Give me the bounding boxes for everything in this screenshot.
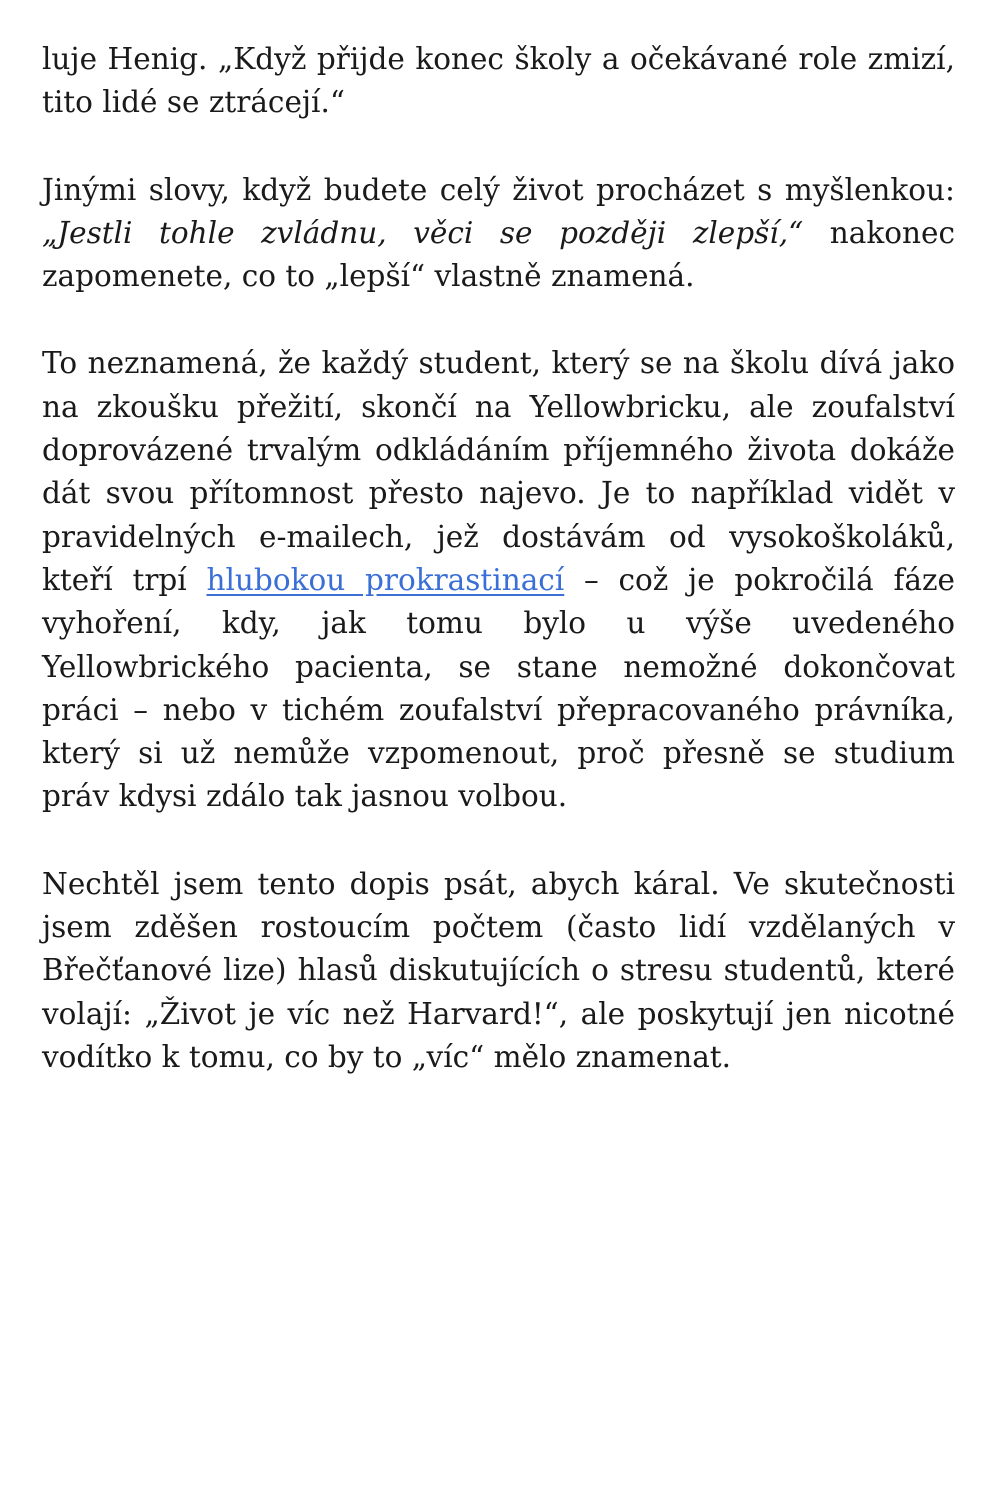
paragraph-1 (42, 38, 955, 125)
paragraph-4 (42, 863, 955, 1079)
paragraph-2 (42, 169, 955, 299)
paragraph-2-text-before: Jinými slovy, když budete celý život procházet s myšlenkou: (42, 172, 955, 207)
paragraph-3-text-before: To neznamená, že každý student, který se na školu dívá jako na zkoušku přežití, skončí na Yellowbricku, ale zoufalství doprovázené trvalým odkládáním příjemného života dokáže dát svou přítomnost přesto najevo. Je to například vidět v pravidelných e-mailech, jež dostávám od vysokoškoláků, kteří trpí (42, 346, 955, 597)
paragraph-1-text: luje Henig. „Když přijde konec školy a očekávané role zmizí, tito lidé se ztrácejí.“ (42, 42, 955, 120)
paragraph-3 (42, 342, 955, 818)
paragraph-2-italic-quote: „Jestli tohle zvládnu, věci se později zlepší,“ (42, 215, 804, 250)
paragraph-2-text-after: nakonec zapomenete, co to „lepší“ vlastně znamená. (42, 215, 955, 294)
procrastination-link[interactable]: hlubokou prokrastinací (206, 562, 565, 597)
document-body (42, 38, 955, 1123)
paragraph-3-text-after: – což je pokročilá fáze vyhoření, kdy, jak tomu bylo u výše uvedeného Yellowbrického pacienta, se stane nemožné dokončovat práci – nebo v tichém zoufalství přepracovaného právníka, který si už nemůže vzpomenout, proč přesně se studium práv kdysi zdálo tak jasnou volbou. (42, 562, 956, 814)
paragraph-4-text: Nechtěl jsem tento dopis psát, abych káral. Ve skutečnosti jsem zděšen rostoucím počtem (často lidí vzdělaných v Břečťanové lize) hlasů diskutujících o stresu studentů, které volají: „Život je víc než Harvard!“, ale poskytují jen nicotné vodítko k tomu, co by to „víc“ mělo znamenat. (42, 866, 955, 1074)
